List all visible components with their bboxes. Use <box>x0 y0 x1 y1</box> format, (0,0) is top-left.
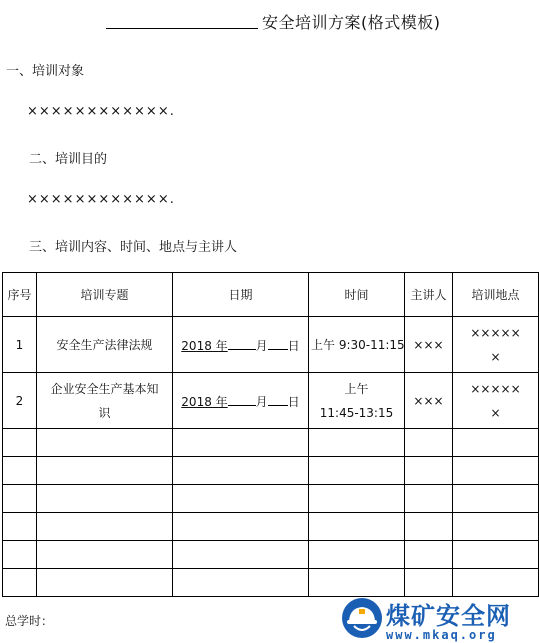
section-3-heading: 三、培训内容、时间、地点与主讲人 <box>29 240 238 255</box>
location-line: ××××× <box>470 325 521 340</box>
table-header-row <box>3 273 539 317</box>
topic-line: 企业安全生产基本知 <box>50 381 159 396</box>
month-blank <box>228 392 256 406</box>
section-1-heading: 一、培训对象 <box>6 64 85 79</box>
time-line: 11:45-13:15 <box>319 405 394 420</box>
header-cell: 日期 <box>173 273 309 317</box>
section-2-content: ××××××××××××. <box>27 192 175 207</box>
helmet-logo-icon <box>340 596 384 640</box>
header-cell: 主讲人 <box>405 273 453 317</box>
empty-row <box>3 541 539 569</box>
time-cell: 上午 9:30-11:15 <box>309 317 405 373</box>
topic-cell <box>37 373 173 429</box>
location-cell <box>453 317 539 373</box>
row-number: 2 <box>3 373 37 429</box>
header-cell: 培训地点 <box>453 273 539 317</box>
watermark-site-url: www.mkaq.org <box>386 628 497 642</box>
day-blank <box>268 392 288 406</box>
document-title: 安全培训方案(格式模板) <box>262 13 441 32</box>
training-schedule-table <box>2 272 539 597</box>
date-year: 2018 年 <box>181 394 228 409</box>
location-line: × <box>490 349 501 364</box>
title-blank-line <box>106 28 258 29</box>
section-1-content: ××××××××××××. <box>27 104 175 119</box>
table-row <box>3 317 539 373</box>
speaker-cell: ××× <box>405 317 453 373</box>
empty-row <box>3 513 539 541</box>
table-row <box>3 373 539 429</box>
location-line: ××××× <box>470 381 521 396</box>
header-cell: 时间 <box>309 273 405 317</box>
date-cell <box>173 373 309 429</box>
empty-row <box>3 429 539 457</box>
time-cell <box>309 373 405 429</box>
date-day: 日 <box>287 338 300 353</box>
location-line: × <box>490 405 501 420</box>
date-cell <box>173 317 309 373</box>
day-blank <box>268 336 288 350</box>
section-2-heading: 二、培训目的 <box>29 152 108 167</box>
topic-line: 识 <box>98 405 111 420</box>
row-number: 1 <box>3 317 37 373</box>
date-month: 月 <box>255 394 268 409</box>
time-line: 上午 <box>344 381 369 396</box>
empty-row <box>3 485 539 513</box>
header-cell: 序号 <box>3 273 37 317</box>
watermark-site-name: 煤矿安全网 <box>386 602 511 630</box>
date-month: 月 <box>255 338 268 353</box>
empty-row <box>3 569 539 597</box>
total-hours-label: 总学时： <box>5 614 54 628</box>
date-day: 日 <box>287 394 300 409</box>
empty-row <box>3 457 539 485</box>
header-cell: 培训专题 <box>37 273 173 317</box>
month-blank <box>228 336 256 350</box>
speaker-cell: ××× <box>405 373 453 429</box>
topic-cell: 安全生产法律法规 <box>37 317 173 373</box>
date-year: 2018 年 <box>181 338 228 353</box>
location-cell <box>453 373 539 429</box>
